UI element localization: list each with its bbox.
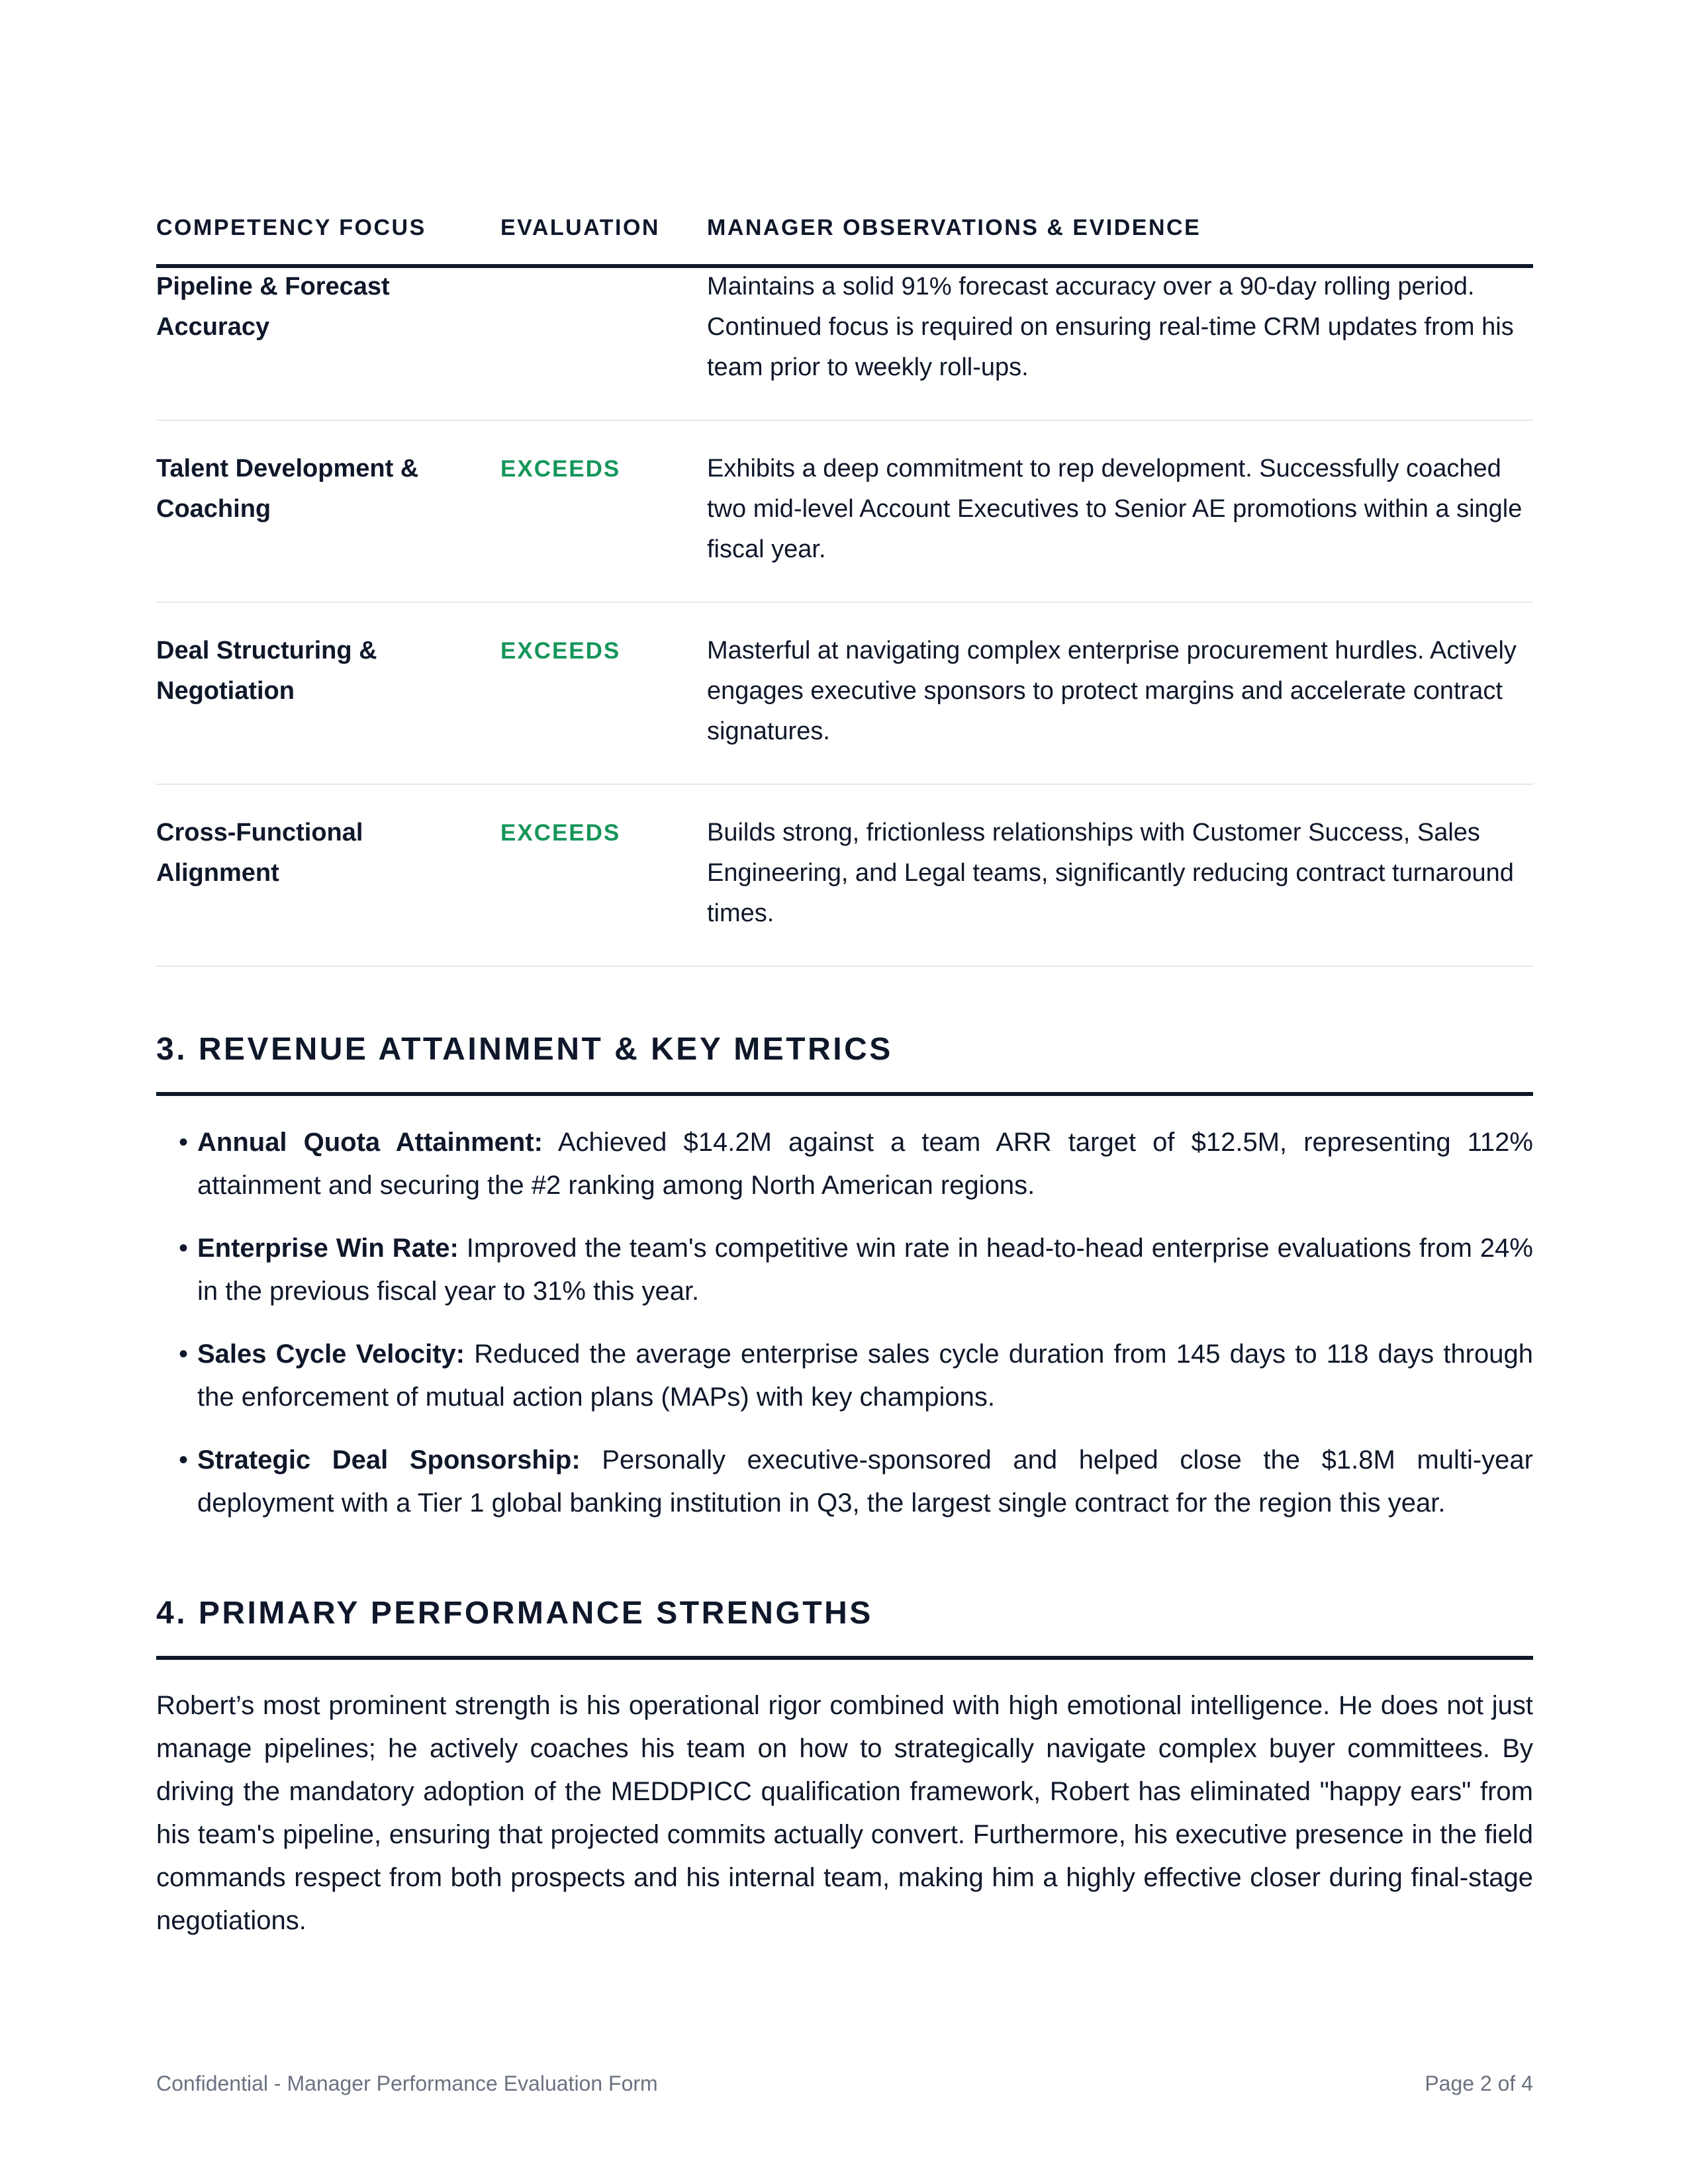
section-title-strengths: 4. PRIMARY PERFORMANCE STRENGTHS: [156, 1594, 1533, 1660]
evaluation-rating: EXCEEDS: [500, 820, 621, 846]
header-evaluation: EVALUATION: [500, 215, 660, 240]
section-title-revenue: 3. REVENUE ATTAINMENT & KEY METRICS: [156, 1030, 1533, 1096]
bullet-icon: •: [179, 1445, 189, 1475]
metric-text: Personally executive-sponsored and helped close the $1.8M multi-year deployment with a Tier 1 global banking institution in Q3, the largest single contract for the region this year.: [197, 1445, 1533, 1518]
bullet-icon: •: [179, 1340, 189, 1369]
list-item: [156, 1439, 1533, 1525]
metric-text: Achieved $14.2M against a team ARR target of $12.5M, representing 112% attainment and securing the #2 ranking among North American regions.: [197, 1128, 1533, 1200]
page-number: Page 2 of 4: [1425, 2071, 1533, 2095]
table-row: [156, 421, 1533, 603]
header-competency-focus: COMPETENCY FOCUS: [156, 215, 426, 240]
metrics-list: [156, 1121, 1533, 1545]
evaluation-rating: EXCEEDS: [500, 456, 621, 482]
table-row: [156, 268, 1533, 421]
list-item: [156, 1227, 1533, 1313]
metric-label: Sales Cycle Velocity:: [197, 1340, 465, 1369]
strengths-paragraph: Robert’s most prominent strength is his operational rigor combined with high emotional intelligence. He does not just manage pipelines; he actively coaches his team on how to strategically navigate complex buyer committees. By driving the mandatory adoption of the MEDDPICC qualification framework, Robert has eliminated "happy ears" from his team's pipeline, ensuring that projected commits actually convert. Furthermore, his executive presence in the field commands respect from both prospects and his internal team, making him a highly effective closer during final-stage negotiations.: [156, 1691, 1533, 1935]
manager-observation: Exhibits a deep commitment to rep development. Successfully coached two mid-level Account Executives to Senior AE promotions within a single fiscal year.: [707, 455, 1523, 563]
metric-label: Enterprise Win Rate:: [197, 1234, 459, 1263]
competency-name: Talent Development & Coaching: [156, 455, 419, 523]
table-row: [156, 603, 1533, 785]
manager-observation: Maintains a solid 91% forecast accuracy over a 90-day rolling period. Continued focus is required on ensuring real-time CRM updates from his team prior to weekly roll-ups.: [707, 273, 1514, 381]
metric-label: Annual Quota Attainment:: [197, 1128, 543, 1157]
header-observations: MANAGER OBSERVATIONS & EVIDENCE: [707, 215, 1201, 240]
competency-name: Pipeline & Forecast Accuracy: [156, 273, 390, 341]
bullet-icon: •: [179, 1234, 189, 1263]
manager-observation: Builds strong, frictionless relationships with Customer Success, Sales Engineering, and Legal teams, significantly reducing contract turnaround times.: [707, 819, 1514, 927]
footer-confidential: Confidential - Manager Performance Evaluation Form: [156, 2071, 658, 2095]
table-row: [156, 785, 1533, 967]
competency-name: Deal Structuring & Negotiation: [156, 637, 377, 705]
competency-table-header: [156, 212, 1533, 268]
metric-text: Improved the team's competitive win rate in head-to-head enterprise evaluations from 24% in the previous fiscal year to 31% this year.: [197, 1234, 1533, 1306]
manager-observation: Masterful at navigating complex enterprise procurement hurdles. Actively engages executive sponsors to protect margins and accelerate contract signatures.: [707, 637, 1517, 745]
metric-label: Strategic Deal Sponsorship:: [197, 1445, 581, 1475]
metric-text: Reduced the average enterprise sales cycle duration from 145 days to 118 days through the enforcement of mutual action plans (MAPs) with key champions.: [197, 1340, 1533, 1412]
list-item: [156, 1333, 1533, 1419]
bullet-icon: •: [179, 1128, 189, 1157]
evaluation-rating: EXCEEDS: [500, 638, 621, 664]
list-item: [156, 1121, 1533, 1207]
competency-name: Cross-Functional Alignment: [156, 819, 363, 887]
evaluation-page: [156, 0, 1533, 2184]
